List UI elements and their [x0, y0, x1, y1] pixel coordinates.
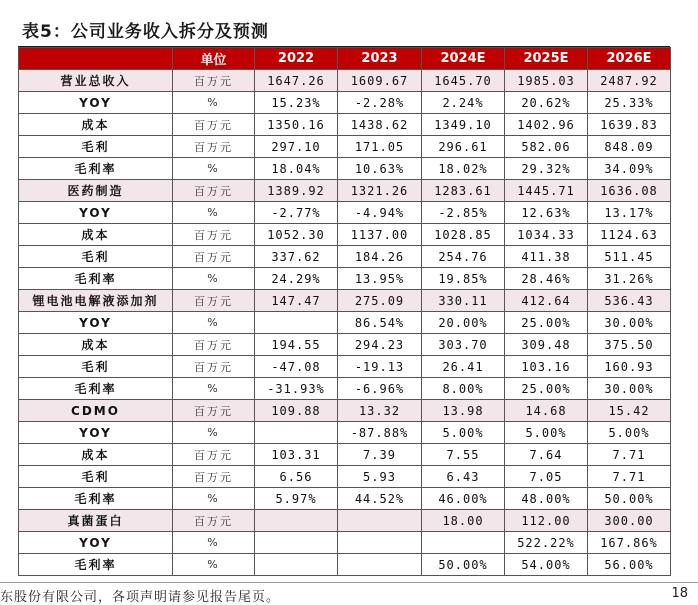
header-2024e: 2024E [422, 48, 505, 70]
row-unit: 百万元 [173, 444, 255, 466]
value-cell: 167.86% [588, 532, 671, 554]
header-2023: 2023 [338, 48, 422, 70]
row-unit: 百万元 [173, 290, 255, 312]
value-cell: 1350.16 [255, 114, 338, 136]
value-cell: 1321.26 [338, 180, 422, 202]
value-cell: 1028.85 [422, 224, 505, 246]
value-cell: 1609.67 [338, 70, 422, 92]
footer-rule [0, 582, 698, 583]
row-unit: 百万元 [173, 136, 255, 158]
row-label: 毛利率 [19, 554, 173, 576]
table-row [19, 290, 671, 312]
value-cell: 582.06 [505, 136, 588, 158]
row-unit: % [173, 422, 255, 444]
value-cell: 18.02% [422, 158, 505, 180]
value-cell: 103.31 [255, 444, 338, 466]
value-cell: 300.00 [588, 510, 671, 532]
value-cell: 50.00% [422, 554, 505, 576]
value-cell: 5.00% [588, 422, 671, 444]
value-cell: 18.04% [255, 158, 338, 180]
row-unit: 百万元 [173, 70, 255, 92]
value-cell: 18.00 [422, 510, 505, 532]
row-label: 真菌蛋白 [19, 510, 173, 532]
header-unit: 单位 [173, 48, 255, 70]
table-row [19, 554, 671, 576]
value-cell: -19.13 [338, 356, 422, 378]
table-row [19, 114, 671, 136]
table-row [19, 532, 671, 554]
value-cell: 303.70 [422, 334, 505, 356]
value-cell: 184.26 [338, 246, 422, 268]
row-label: 毛利 [19, 136, 173, 158]
value-cell: 254.76 [422, 246, 505, 268]
value-cell: 34.09% [588, 158, 671, 180]
table-row [19, 334, 671, 356]
value-cell: 536.43 [588, 290, 671, 312]
value-cell: 12.63% [505, 202, 588, 224]
table-row [19, 70, 671, 92]
row-unit: % [173, 92, 255, 114]
value-cell: -2.28% [338, 92, 422, 114]
table-row [19, 510, 671, 532]
value-cell [422, 532, 505, 554]
forecast-table [18, 47, 671, 576]
row-unit: % [173, 268, 255, 290]
row-unit: 百万元 [173, 246, 255, 268]
table-row [19, 466, 671, 488]
value-cell: 337.62 [255, 246, 338, 268]
row-label: YOY [19, 422, 173, 444]
row-label: 毛利率 [19, 158, 173, 180]
value-cell: 103.16 [505, 356, 588, 378]
value-cell: 86.54% [338, 312, 422, 334]
table-row [19, 158, 671, 180]
value-cell: 522.22% [505, 532, 588, 554]
row-label: 毛利 [19, 246, 173, 268]
value-cell: 1124.63 [588, 224, 671, 246]
value-cell: 44.52% [338, 488, 422, 510]
value-cell: -6.96% [338, 378, 422, 400]
row-unit: % [173, 312, 255, 334]
value-cell: 109.88 [255, 400, 338, 422]
row-unit: % [173, 532, 255, 554]
value-cell: 28.46% [505, 268, 588, 290]
row-label: 成本 [19, 334, 173, 356]
value-cell: 6.56 [255, 466, 338, 488]
value-cell: 29.32% [505, 158, 588, 180]
value-cell: 2487.92 [588, 70, 671, 92]
value-cell: 112.00 [505, 510, 588, 532]
value-cell: 848.09 [588, 136, 671, 158]
row-label: 营业总收入 [19, 70, 173, 92]
value-cell: 13.32 [338, 400, 422, 422]
value-cell: 1639.83 [588, 114, 671, 136]
value-cell: 309.48 [505, 334, 588, 356]
value-cell: 1389.92 [255, 180, 338, 202]
value-cell: 13.95% [338, 268, 422, 290]
value-cell: 7.05 [505, 466, 588, 488]
value-cell: 160.93 [588, 356, 671, 378]
row-label: 毛利率 [19, 378, 173, 400]
header-2022: 2022 [255, 48, 338, 70]
header-2026e: 2026E [588, 48, 671, 70]
value-cell: 5.00% [422, 422, 505, 444]
table-row [19, 422, 671, 444]
table-row [19, 444, 671, 466]
row-unit: 百万元 [173, 510, 255, 532]
value-cell: 24.29% [255, 268, 338, 290]
value-cell: 13.98 [422, 400, 505, 422]
row-unit: 百万元 [173, 400, 255, 422]
row-label: YOY [19, 532, 173, 554]
value-cell: 294.23 [338, 334, 422, 356]
table-row [19, 356, 671, 378]
row-unit: 百万元 [173, 334, 255, 356]
value-cell: 25.00% [505, 312, 588, 334]
row-label: YOY [19, 202, 173, 224]
value-cell: -2.85% [422, 202, 505, 224]
value-cell: 31.26% [588, 268, 671, 290]
value-cell: 1349.10 [422, 114, 505, 136]
value-cell: 1636.08 [588, 180, 671, 202]
table-body [19, 70, 671, 576]
row-unit: % [173, 554, 255, 576]
value-cell: 25.00% [505, 378, 588, 400]
value-cell: 15.42 [588, 400, 671, 422]
row-label: CDMO [19, 400, 173, 422]
value-cell: 26.41 [422, 356, 505, 378]
value-cell: 20.62% [505, 92, 588, 114]
value-cell: 46.00% [422, 488, 505, 510]
table-row [19, 488, 671, 510]
value-cell: 5.93 [338, 466, 422, 488]
value-cell [338, 532, 422, 554]
table-header-row [19, 48, 671, 70]
row-unit: % [173, 378, 255, 400]
table-row [19, 202, 671, 224]
row-label: 毛利 [19, 356, 173, 378]
value-cell: 375.50 [588, 334, 671, 356]
value-cell: 56.00% [588, 554, 671, 576]
value-cell: 25.33% [588, 92, 671, 114]
value-cell [338, 510, 422, 532]
value-cell: 171.05 [338, 136, 422, 158]
table-row [19, 268, 671, 290]
value-cell: 411.38 [505, 246, 588, 268]
value-cell: 54.00% [505, 554, 588, 576]
row-label: YOY [19, 92, 173, 114]
row-unit: % [173, 488, 255, 510]
row-unit: 百万元 [173, 466, 255, 488]
table-row [19, 378, 671, 400]
value-cell [255, 422, 338, 444]
row-label: 锂电池电解液添加剂 [19, 290, 173, 312]
value-cell: 30.00% [588, 378, 671, 400]
table-row [19, 246, 671, 268]
value-cell: 7.39 [338, 444, 422, 466]
row-label: 医药制造 [19, 180, 173, 202]
row-unit: 百万元 [173, 180, 255, 202]
value-cell: 511.45 [588, 246, 671, 268]
table-row [19, 136, 671, 158]
value-cell: 1402.96 [505, 114, 588, 136]
row-label: 毛利率 [19, 268, 173, 290]
value-cell: -31.93% [255, 378, 338, 400]
value-cell [255, 532, 338, 554]
value-cell: -2.77% [255, 202, 338, 224]
value-cell: 5.00% [505, 422, 588, 444]
value-cell: 1985.03 [505, 70, 588, 92]
value-cell: 7.71 [588, 466, 671, 488]
table-row [19, 400, 671, 422]
value-cell: 1647.26 [255, 70, 338, 92]
value-cell: 297.10 [255, 136, 338, 158]
row-label: 毛利 [19, 466, 173, 488]
row-unit: 百万元 [173, 224, 255, 246]
value-cell: 194.55 [255, 334, 338, 356]
value-cell: 147.47 [255, 290, 338, 312]
value-cell [338, 554, 422, 576]
value-cell: 1645.70 [422, 70, 505, 92]
row-label: 成本 [19, 444, 173, 466]
header-blank [19, 48, 173, 70]
value-cell: 10.63% [338, 158, 422, 180]
value-cell: 1034.33 [505, 224, 588, 246]
table-row [19, 180, 671, 202]
row-label: 毛利率 [19, 488, 173, 510]
row-unit: % [173, 158, 255, 180]
value-cell: 30.00% [588, 312, 671, 334]
value-cell: 7.64 [505, 444, 588, 466]
value-cell [255, 510, 338, 532]
value-cell: 15.23% [255, 92, 338, 114]
value-cell: 13.17% [588, 202, 671, 224]
value-cell: 275.09 [338, 290, 422, 312]
header-2025e: 2025E [505, 48, 588, 70]
value-cell: 5.97% [255, 488, 338, 510]
value-cell: 7.71 [588, 444, 671, 466]
row-label: 成本 [19, 224, 173, 246]
value-cell: 7.55 [422, 444, 505, 466]
table-row [19, 312, 671, 334]
value-cell: 1283.61 [422, 180, 505, 202]
row-unit: 百万元 [173, 356, 255, 378]
value-cell: 20.00% [422, 312, 505, 334]
row-unit: % [173, 202, 255, 224]
value-cell: 8.00% [422, 378, 505, 400]
table-row [19, 224, 671, 246]
value-cell: -87.88% [338, 422, 422, 444]
value-cell: 19.85% [422, 268, 505, 290]
page-number: 18 [671, 586, 688, 601]
value-cell: 1438.62 [338, 114, 422, 136]
value-cell: 1052.30 [255, 224, 338, 246]
value-cell: 296.61 [422, 136, 505, 158]
value-cell: 412.64 [505, 290, 588, 312]
value-cell: 330.11 [422, 290, 505, 312]
value-cell [255, 312, 338, 334]
row-label: YOY [19, 312, 173, 334]
value-cell: 6.43 [422, 466, 505, 488]
value-cell: -4.94% [338, 202, 422, 224]
row-unit: 百万元 [173, 114, 255, 136]
value-cell: 1445.71 [505, 180, 588, 202]
value-cell: 14.68 [505, 400, 588, 422]
disclaimer-footer: 东股份有限公司，各项声明请参见报告尾页。 [0, 590, 281, 605]
row-label: 成本 [19, 114, 173, 136]
value-cell: 50.00% [588, 488, 671, 510]
table-row [19, 92, 671, 114]
value-cell [255, 554, 338, 576]
table-title: 表5：公司业务收入拆分及预测 [22, 22, 269, 42]
value-cell: 2.24% [422, 92, 505, 114]
value-cell: 48.00% [505, 488, 588, 510]
value-cell: 1137.00 [338, 224, 422, 246]
value-cell: -47.08 [255, 356, 338, 378]
